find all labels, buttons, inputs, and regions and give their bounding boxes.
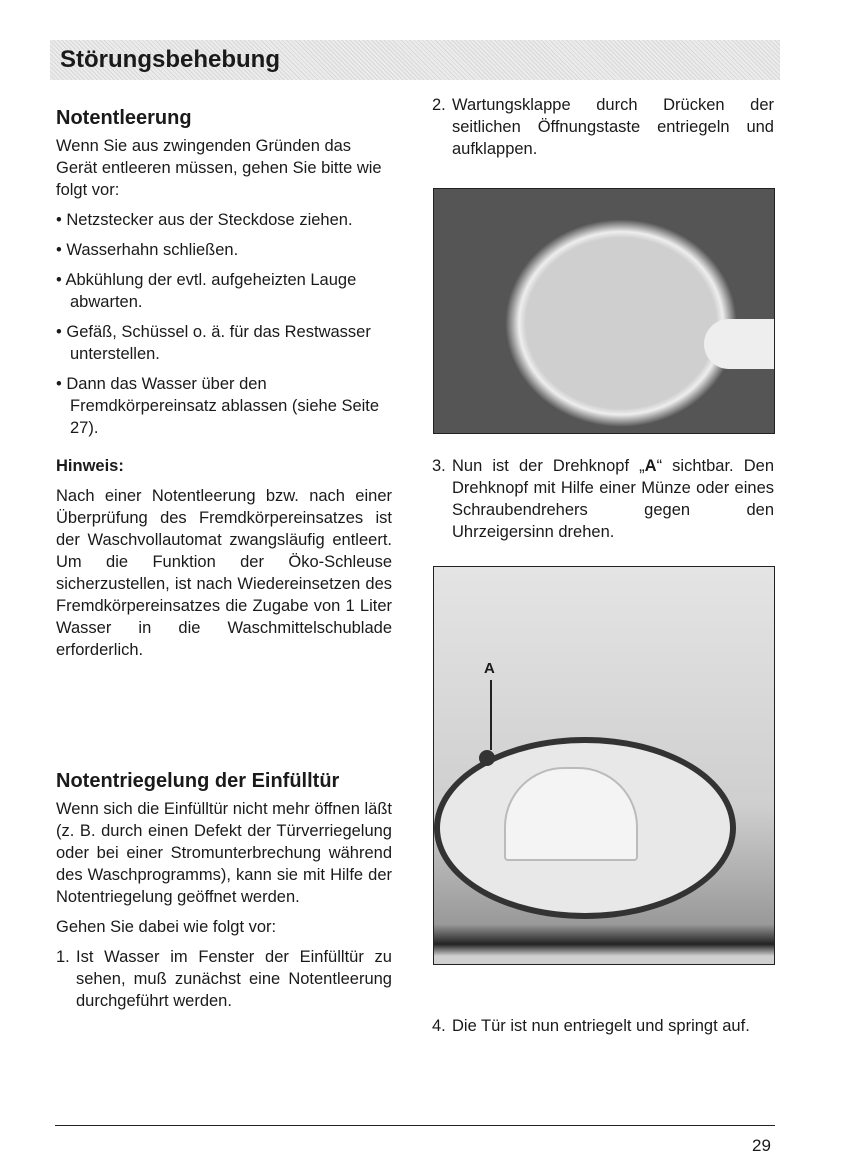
section-title-notentleerung: Notentleerung [56,107,192,129]
bullet-item: • Gefäß, Schüssel o. ä. für das Restwasser unterstellen. [56,323,371,363]
photo-label-a: A [484,660,495,677]
bullet-item: • Abkühlung der evtl. aufgeheizten Lauge abwarten. [56,271,357,311]
bullet-item: • Wasserhahn schließen. [56,241,239,259]
step-1: 1. Ist Wasser im Fenster der Einfülltür zu sehen, muß zunächst eine Notentleerung durchgeführt werden. [56,948,392,1010]
note-text: Nach einer Notentleerung bzw. nach einer Überprüfung des Fremdkörpereinsatzes ist der Waschvollautomat zwangsläufig entleert. Um die Funktion der Öko-Schleuse sicherzustellen, ist nach Wiedereinsetzen des Fremdkörpereinsatzes die Zugabe von 1 Liter Wasser in die Waschmittelschublade erforderlich. [56,487,392,659]
photo-rotary-knob [433,566,775,965]
note-title: Hinweis: [56,457,124,475]
step-4: 4. Die Tür ist nun entriegelt und springt auf. [432,1017,750,1035]
header-band [50,40,780,80]
page-title: Störungsbehebung [60,46,280,73]
step-3: 3. Nun ist der Drehknopf „A“ sichtbar. Den Drehknopf mit Hilfe einer Münze oder eines Schraubendrehers gegen den Uhrzeigersinn drehen. [432,457,774,541]
bullet-item: • Netzstecker aus der Steckdose ziehen. [56,211,353,229]
step-2: 2. Wartungsklappe durch Drücken der seitlichen Öffnungstaste entriegeln und aufklappen. [432,96,774,158]
intro-text: Wenn sich die Einfülltür nicht mehr öffnen läßt (z. B. durch einen Defekt der Türverriegelung oder bei einer Stromunterbrechung während des Waschprogramms), kann sie mit Hilfe der Notentriegelung geöffnet werden. [56,800,392,906]
left-column [56,105,392,447]
page-number: 29 [752,1136,771,1154]
lead-text: Gehen Sie dabei wie folgt vor: [56,918,277,936]
bullet-item: • Dann das Wasser über den Fremdkörpereinsatz ablassen (siehe Seite 27). [56,375,380,437]
photo-maintenance-flap [433,188,775,434]
door-release-block [56,768,392,1012]
knob-a [479,750,495,766]
section-title-notentriegelung: Notentriegelung der Einfülltür [56,770,340,792]
footer-rule [55,1125,775,1126]
note-block [56,455,392,669]
intro-text: Wenn Sie aus zwingenden Gründen das Gerät entleeren müssen, gehen Sie bitte wie folgt vor: [56,137,382,199]
